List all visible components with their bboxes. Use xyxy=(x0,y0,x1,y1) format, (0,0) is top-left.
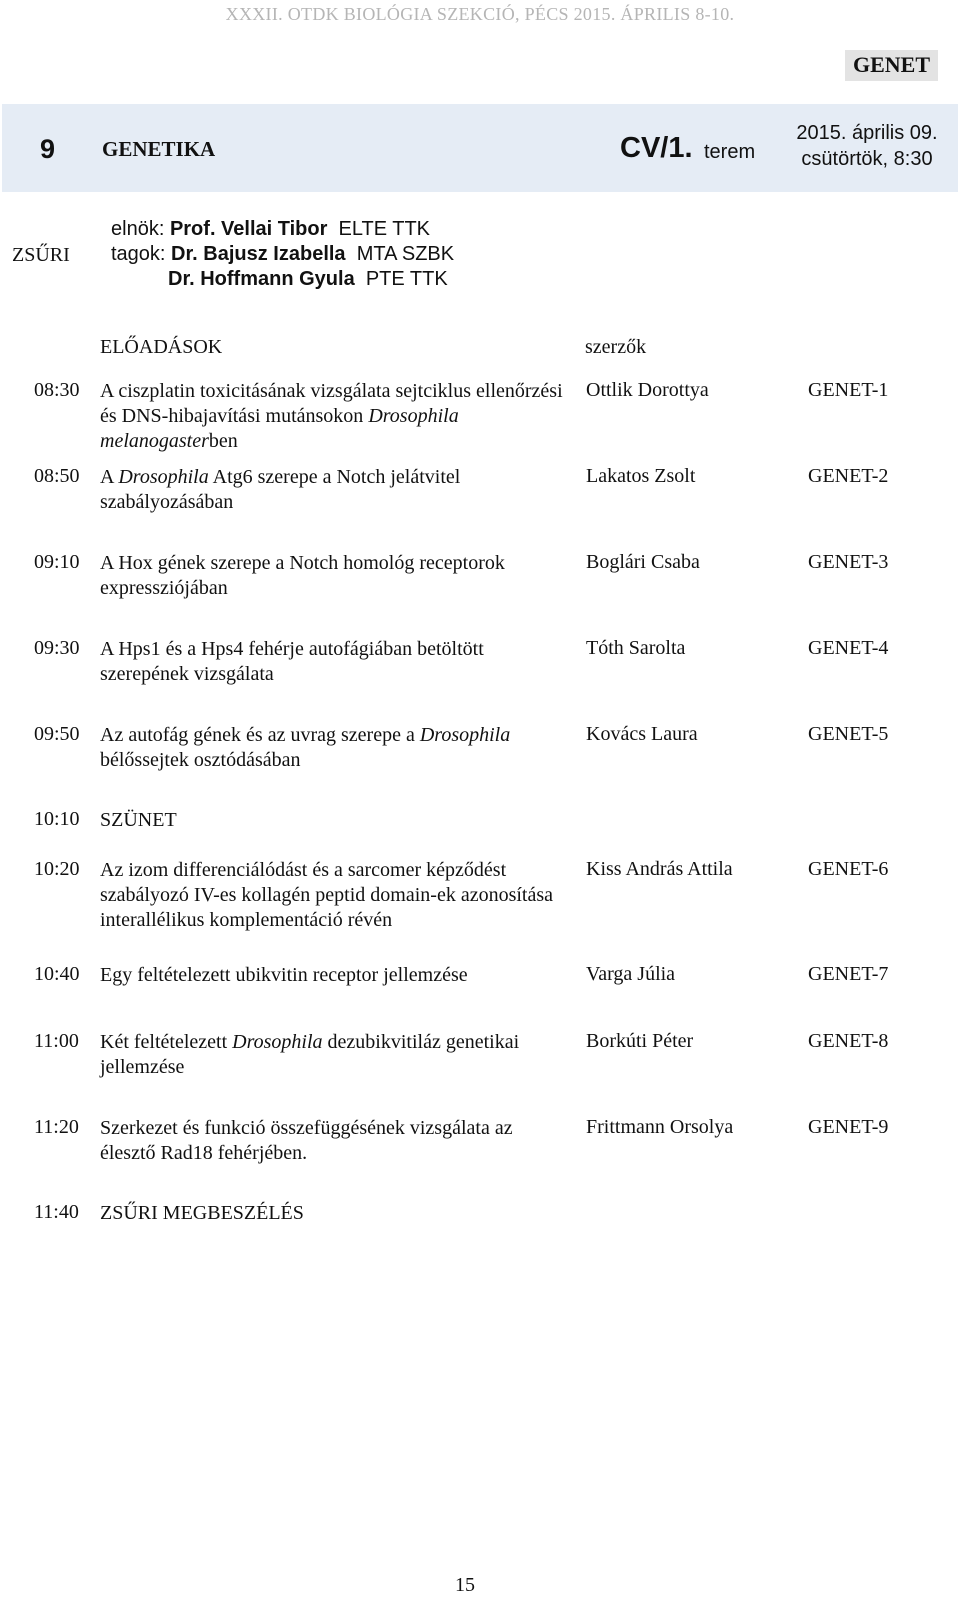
session-number: 9 xyxy=(40,134,56,164)
talk-code: GENET-2 xyxy=(808,465,889,487)
talk-author: Lakatos Zsolt xyxy=(586,465,696,487)
talk-author: Tóth Sarolta xyxy=(586,637,686,659)
break-label: SZÜNET xyxy=(100,809,177,831)
talk-author: Borkúti Péter xyxy=(586,1030,694,1052)
talk-title: A Hps1 és a Hps4 fehérje autofágiában betöltött szerepének vizsgálata xyxy=(100,638,484,685)
jury-member-2-name: Dr. Hoffmann Gyula xyxy=(168,268,355,290)
talk-code: GENET-7 xyxy=(808,963,889,985)
session-date: 2015. április 09. xyxy=(796,122,938,144)
talk-author: Varga Júlia xyxy=(586,963,676,985)
jury-chair xyxy=(111,218,430,241)
jury-member-2-inst: PTE TTK xyxy=(365,268,448,290)
talk-author: Kiss András Attila xyxy=(586,858,733,880)
talk-title: Két feltételezett Drosophila dezubikvitiláz genetikai jellemzése xyxy=(100,1031,520,1078)
jury-chair-inst: ELTE TTK xyxy=(338,218,431,240)
talk-time: 09:10 xyxy=(34,551,80,573)
session-room: CV/1. xyxy=(620,132,693,164)
talk-title: Egy feltételezett ubikvitin receptor jellemzése xyxy=(100,964,468,986)
jury-member-1 xyxy=(111,243,454,266)
talk-title: Szerkezet és funkció összefüggésének vizsgálata az élesztő Rad18 fehérjében. xyxy=(100,1117,513,1164)
talk-time: 10:40 xyxy=(34,963,80,985)
talk-title: A Drosophila Atg6 szerepe a Notch jelátvitel szabályozásában xyxy=(100,466,461,513)
page-number: 15 xyxy=(455,1574,475,1596)
jury-members-role: tagok: xyxy=(111,243,166,265)
talk-code: GENET-4 xyxy=(808,637,889,659)
jury-member-1-name: Dr. Bajusz Izabella xyxy=(171,243,346,265)
talk-time: 10:20 xyxy=(34,858,80,880)
talk-code: GENET-5 xyxy=(808,723,889,745)
jury-label: ZSŰRI xyxy=(12,244,70,266)
authors-column-header: szerzők xyxy=(585,336,647,358)
jury-member-2 xyxy=(168,268,448,291)
talks-column-header: ELŐADÁSOK xyxy=(100,336,223,358)
talk-time: 08:50 xyxy=(34,465,80,487)
session-datetime xyxy=(792,120,942,172)
talk-author: Kovács Laura xyxy=(586,723,698,745)
talk-code: GENET-6 xyxy=(808,858,889,880)
jury-meeting-label: ZSŰRI MEGBESZÉLÉS xyxy=(100,1202,304,1224)
jury-member-1-inst: MTA SZBK xyxy=(356,243,455,265)
talk-time: 08:30 xyxy=(34,379,80,401)
talk-time: 09:50 xyxy=(34,723,80,745)
talk-time: 09:30 xyxy=(34,637,80,659)
session-room-label: terem xyxy=(704,141,756,163)
talk-code: GENET-3 xyxy=(808,551,889,573)
talk-title: A ciszplatin toxicitásának vizsgálata sejtciklus ellenőrzési és DNS-hibajavítási mutánsokon Drosophila melanogasterben xyxy=(100,380,563,452)
section-tag: GENET xyxy=(845,50,938,81)
jury-meeting-time: 11:40 xyxy=(34,1201,79,1223)
jury-chair-name: Prof. Vellai Tibor xyxy=(169,218,328,240)
talk-code: GENET-9 xyxy=(808,1116,889,1138)
talk-title: Az autofág gének és az uvrag szerepe a Drosophila bélőssejtek osztódásában xyxy=(100,724,511,771)
talk-time: 11:00 xyxy=(34,1030,79,1052)
jury-chair-role: elnök: xyxy=(111,218,165,240)
talk-author: Boglári Csaba xyxy=(586,551,700,573)
talk-time: 11:20 xyxy=(34,1116,79,1138)
talk-title: A Hox gének szerepe a Notch homológ receptorok expressziójában xyxy=(100,552,505,599)
session-banner xyxy=(2,104,958,192)
talk-code: GENET-1 xyxy=(808,379,889,401)
conference-header: XXXII. OTDK BIOLÓGIA SZEKCIÓ, PÉCS 2015. ÁPRILIS 8-10. xyxy=(225,4,735,24)
talk-author: Frittmann Orsolya xyxy=(586,1116,734,1138)
talk-code: GENET-8 xyxy=(808,1030,889,1052)
session-name: GENETIKA xyxy=(102,137,216,161)
break-time: 10:10 xyxy=(34,808,80,830)
session-day-time: csütörtök, 8:30 xyxy=(801,148,933,170)
talk-author: Ottlik Dorottya xyxy=(586,379,709,401)
talk-title: Az izom differenciálódást és a sarcomer képződést szabályozó IV-es kollagén peptid domain-ek azonosítása interallélikus komplementáció révén xyxy=(100,859,554,931)
